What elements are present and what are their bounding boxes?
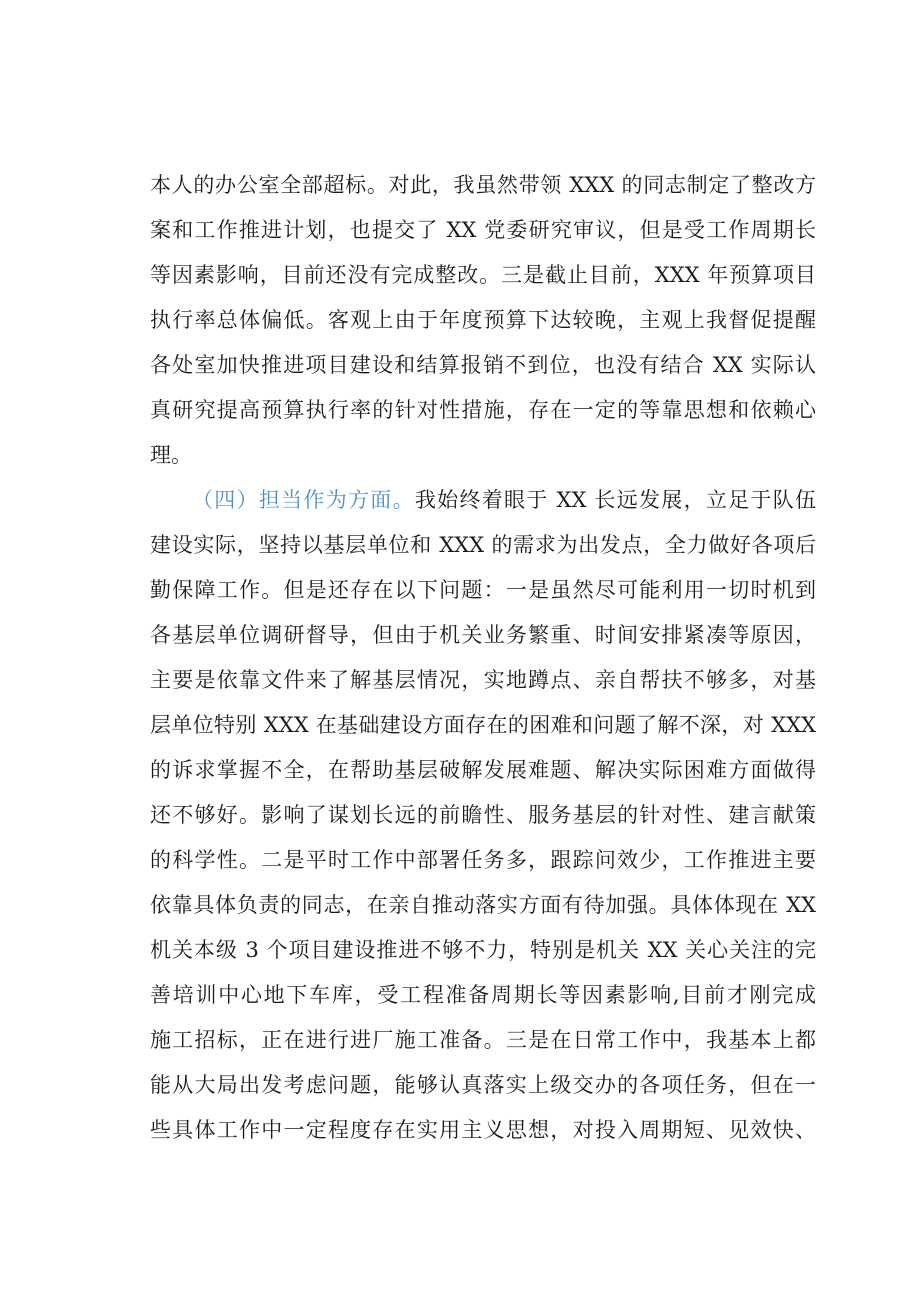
text-line: 的科学性。二是平时工作中部署任务多，跟踪问效少，工作推进主要 xyxy=(150,848,816,872)
paragraph-first-line xyxy=(192,480,816,520)
text-line: 主要是依靠文件来了解基层情况，实地蹲点、亲自帮扶不够多，对基 xyxy=(150,668,816,692)
text-line: 真研究提高预算执行率的针对性措施，存在一定的等靠思想和依赖心 xyxy=(150,398,816,422)
text-line: 建设实际，坚持以基层单位和 XXX 的需求为出发点，全力做好各项后 xyxy=(150,533,816,557)
text-line: 层单位特别 XXX 在基础建设方面存在的困难和问题了解不深，对 XXX xyxy=(150,713,816,737)
text-line: 的诉求掌握不全，在帮助基层破解发展难题、解决实际困难方面做得 xyxy=(150,758,816,782)
text-run: 我始终着眼于 XX 长远发展，立足于队伍 xyxy=(414,488,817,512)
text-line: 勤保障工作。但是还存在以下问题：一是虽然尽可能利用一切时机到 xyxy=(150,578,816,602)
text-line: 案和工作推进计划，也提交了 XX 党委研究审议，但是受工作周期长 xyxy=(150,218,816,242)
text-line: 机关本级 3 个项目建设推进不够不力，特别是机关 XX 关心关注的完 xyxy=(150,938,816,962)
text-line: 能从大局出发考虑问题，能够认真落实上级交办的各项任务，但在一 xyxy=(150,1073,816,1097)
text-line: 施工招标，正在进行进厂施工准备。三是在日常工作中，我基本上都 xyxy=(150,1028,816,1052)
text-line: 执行率总体偏低。客观上由于年度预算下达较晚，主观上我督促提醒 xyxy=(150,308,816,332)
text-line: 还不够好。影响了谋划长远的前瞻性、服务基层的针对性、建言献策 xyxy=(150,803,816,827)
section-heading: （四）担当作为方面。 xyxy=(192,488,415,512)
text-line: 理。 xyxy=(150,443,192,467)
text-line: 各基层单位调研督导，但由于机关业务繁重、时间安排紧凑等原因， xyxy=(150,623,816,647)
text-line: 等因素影响，目前还没有完成整改。三是截止目前，XXX 年预算项目 xyxy=(150,263,816,287)
text-line: 些具体工作中一定程度存在实用主义思想，对投入周期短、见效快、 xyxy=(150,1118,816,1142)
text-line: 本人的办公室全部超标。对此，我虽然带领 XXX 的同志制定了整改方 xyxy=(150,173,816,197)
text-line: 依靠具体负责的同志，在亲自推动落实方面有待加强。具体体现在 XX xyxy=(150,893,816,917)
text-line: 善培训中心地下车库，受工程准备周期长等因素影响,目前才刚完成 xyxy=(150,983,816,1007)
text-line: 各处室加快推进项目建设和结算报销不到位，也没有结合 XX 实际认 xyxy=(150,353,816,377)
